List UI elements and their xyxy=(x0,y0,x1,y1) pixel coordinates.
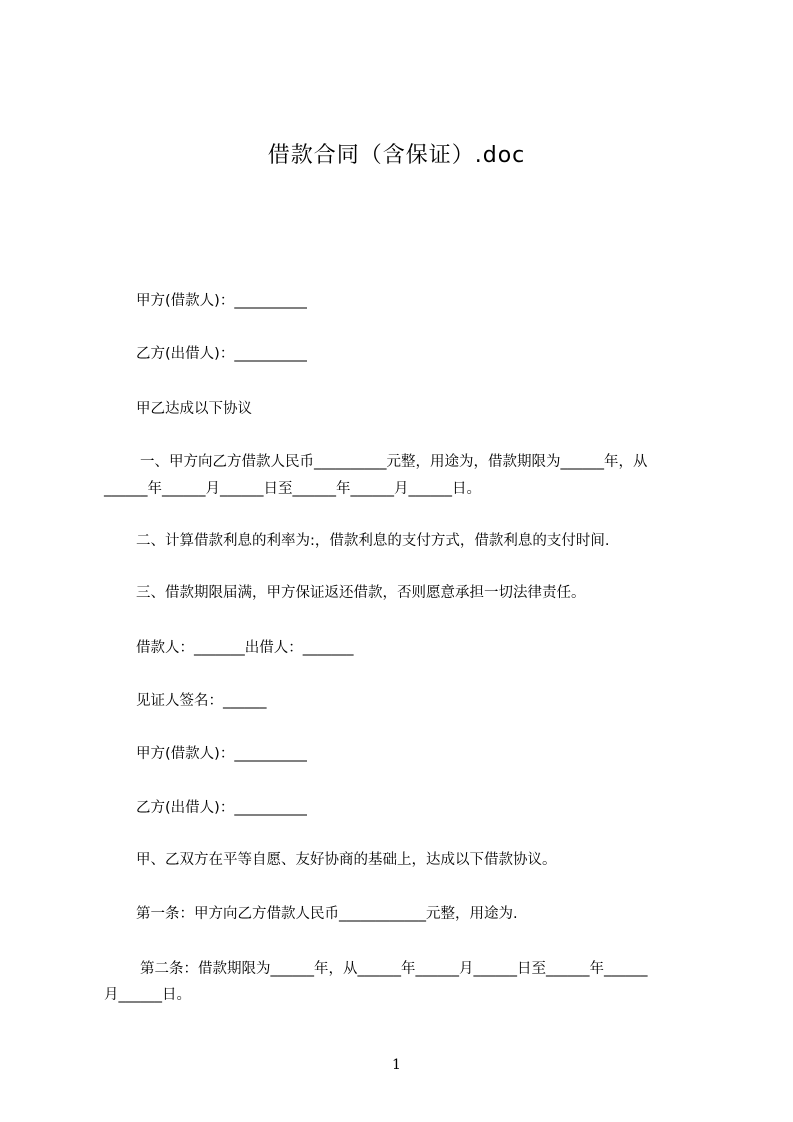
witness-line: 见证人签名：______ xyxy=(136,693,267,709)
party-a-line-2: 甲方(借款人)：__________ xyxy=(136,746,307,762)
clause-1-line-2: ______年______月______日至______年______月______日。 xyxy=(104,481,481,497)
document-title: 借款合同（含保证）.doc xyxy=(267,143,526,168)
article-2-line-2: 月______日。 xyxy=(104,987,191,1003)
preamble: 甲、乙双方在平等自愿、友好协商的基础上，达成以下借款协议。 xyxy=(136,852,557,868)
party-b-line-2: 乙方(出借人)：__________ xyxy=(136,800,307,816)
clause-2: 二、计算借款利息的利率为:，借款利息的支付方式，借款利息的支付时间. xyxy=(136,533,610,549)
party-b-line: 乙方(出借人)：__________ xyxy=(136,346,307,362)
page-number: 1 xyxy=(392,1057,401,1073)
clause-1-line-1: 一、甲方向乙方借款人民币__________元整，用途为，借款期限为______年，从 xyxy=(140,454,648,470)
clause-3: 三、借款期限届满，甲方保证返还借款，否则愿意承担一切法律责任。 xyxy=(136,585,586,601)
agreement-intro: 甲乙达成以下协议 xyxy=(136,401,252,417)
signature-line: 借款人：_______出借人：_______ xyxy=(136,640,354,656)
article-1: 第一条：甲方向乙方借款人民币____________元整，用途为. xyxy=(136,906,518,922)
party-a-line: 甲方(借款人)：__________ xyxy=(136,293,307,309)
article-2-line-1: 第二条：借款期限为______年，从______年______月______日至______年______ xyxy=(140,961,648,977)
